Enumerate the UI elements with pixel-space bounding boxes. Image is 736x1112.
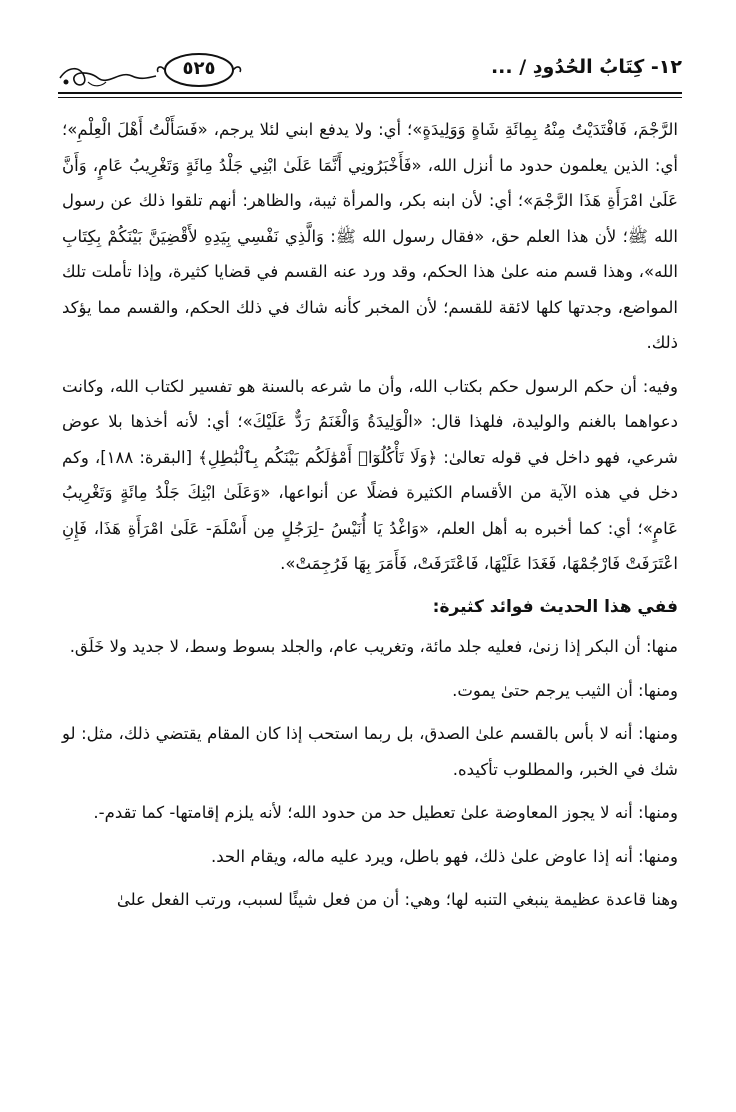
page-body	[62, 112, 678, 926]
benefit-item: وهنا قاعدة عظيمة ينبغي التنبه لها؛ وهي: أن من فعل شيئًا لسبب، ورتب الفعل علىٰ	[116, 890, 678, 909]
paragraph-hadith-commentary: الرَّجْمَ، فَافْتَدَيْتُ مِنْهُ بِمِائَةِ شَاةٍ وَوَلِيدَةٍ»؛ أي: ولا يدفع ابني لئلا يرجم، «فَسَأَلْتُ أَهْلَ الْعِلْمِ»؛ أي: الذين يعلمون حدود ما أنزل الله، «فَأَخْبَرُونِي أَنَّمَا عَلَىٰ ابْنِي جَلْدُ مِائَةٍ وَتَغْرِيبُ عَامٍ، وَأَنَّ عَلَىٰ امْرَأَةِ هَذَا الرَّجْمَ»؛ أي: لأن ابنه بكر، والمرأة ثيبة، والظاهر: أنهم تلقوا ذلك عن رسول الله ﷺ؛ لأن هذا العلم حق، «فقال رسول الله ﷺ: وَالَّذِي نَفْسِي بِيَدِهِ لأَقْضِيَنَّ بَيْنَكُمْ بِكِتَابِ الله»، وهذا قسم منه علىٰ هذا الحكم، وقد ورد عنه القسم في قضايا كثيرة، وإذا تأملت تلك المواضع، وجدتها كلها لائقة للقسم؛ لأن المخبر كأنه شاك في ذلك الحكم، والقسم مما يؤكد ذلك.	[62, 120, 678, 352]
page-number-badge	[156, 50, 242, 90]
benefit-item: ومنها: أنه إذا عاوض علىٰ ذلك، فهو باطل، ويرد عليه ماله، ويقام الحد.	[210, 846, 678, 866]
header-rule-thin	[58, 97, 682, 98]
header-rule	[58, 92, 682, 94]
benefit-item: ومنها: أنه لا بأس بالقسم علىٰ الصدق، بل ربما استحب إذا كان المقام يقتضي ذلك، مثل: لو شك في الخبر، والمطلوب تأكيده.	[62, 724, 678, 779]
page-header	[58, 44, 682, 100]
benefit-item: منها: أن البكر إذا زنىٰ، فعليه جلد مائة، وتغريب عام، والجلد بسوط وسط، لا جديد ولا خَلَق.	[69, 637, 678, 656]
section-heading: ففي هذا الحديث فوائد كثيرة:	[432, 596, 678, 617]
running-title: ١٢- كِتَابُ الحُدُودِ / ...	[490, 56, 682, 78]
benefit-item: ومنها: أن الثيب يرجم حتىٰ يموت.	[452, 680, 678, 700]
paragraph-ruling: وفيه: أن حكم الرسول حكم بكتاب الله، وأن ما شرعه بالسنة هو تفسير لكتاب الله، وكانت دعواهما بالغنم والوليدة، فلهذا قال: «الْوَلِيدَةُ وَالْغَنَمُ رَدٌّ عَلَيْكَ»؛ أي: لأنه أخذها بلا عوض شرعي، فهو داخل في قوله تعالىٰ: ﴿وَلَا تَأْكُلُوٓا۟ أَمْوَٰلَكُم بَيْنَكُم بِٱلْبَٰطِلِ﴾ [البقرة: ١٨٨]، وكم دخل في هذه الآية من الأقسام الكثيرة فضلًا عن أنواعها، «وَعَلَىٰ ابْنِكَ جَلْدُ مِائَةٍ وَتَغْرِيبُ عَامٍ»؛ أي: كما أخبره به أهل العلم، «وَاغْدُ يَا أُنَيْسُ -لِرَجُلٍ مِن أَسْلَمَ- عَلَىٰ امْرَأَةِ هَذَا، فَإِنِ اعْتَرَفَتْ فَارْجُمْهَا، فَغَدَا عَلَيْهَا، فَاعْتَرَفَتْ، فَأَمَرَ بِهَا فَرُجِمَتْ».	[62, 376, 678, 573]
benefit-item: ومنها: أنه لا يجوز المعاوضة علىٰ تعطيل حد من حدود الله؛ لأنه يلزم إقامتها- كما تقدم-.	[93, 803, 678, 822]
header-ornament-icon	[58, 60, 158, 90]
page-number: ٥٢٥	[182, 58, 216, 79]
